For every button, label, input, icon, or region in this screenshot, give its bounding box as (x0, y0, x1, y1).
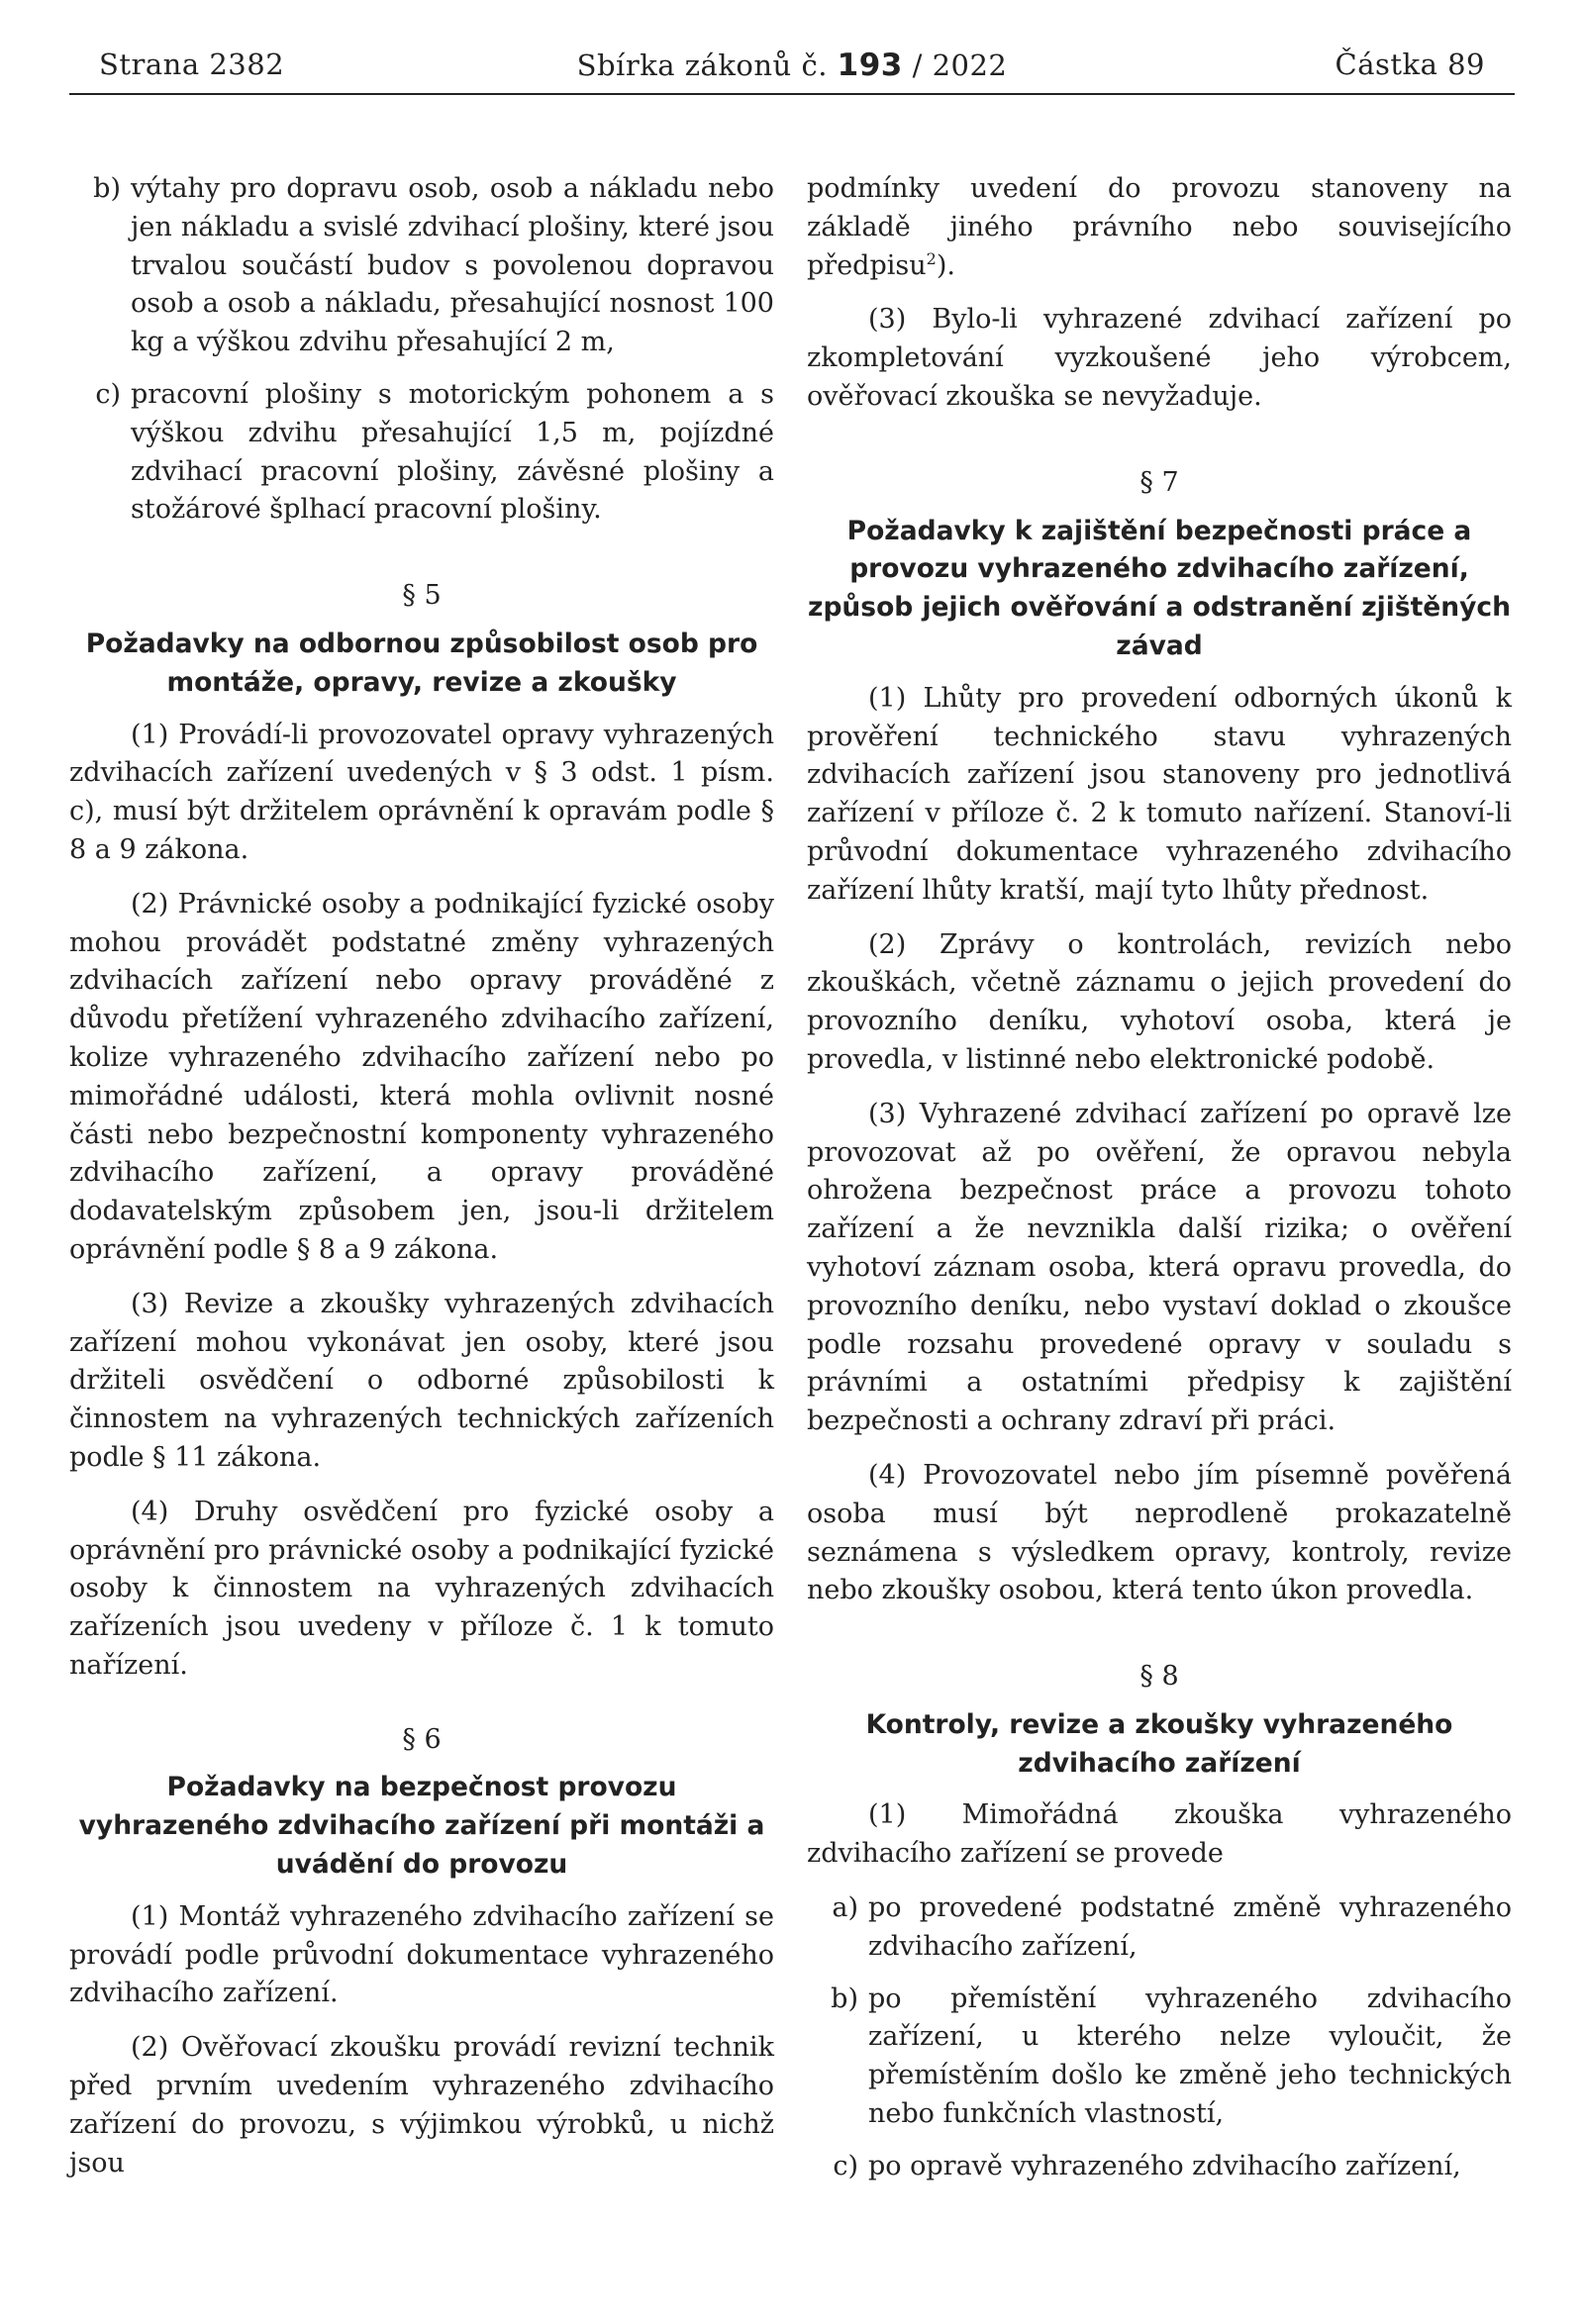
list-item (807, 1981, 1512, 2134)
paragraph: (1) Lhůty pro provedení odborných úkonů k prověření technického stavu vyhrazených zdvihacích zařízení jsou stanoveny pro jednotlivá zařízení v příloze č. 2 k tomuto nařízení. Stanoví-li průvodní dokumentace vyhrazeného zdvihacího zařízení lhůty kratší, mají tyto lhůty přednost. (807, 682, 1512, 906)
item-label: b) (831, 1983, 858, 2014)
paragraph: (1) Montáž vyhrazeného zdvihacího zařízení se provádí podle průvodní dokumentace vyhrazeného zdvihacího zařízení. (69, 1900, 774, 2009)
paragraph-text: podmínky uvedení do provozu stanoveny na základě jiného právního nebo souvisejícího předpisu (807, 173, 1512, 281)
paragraph: (3) Vyhrazené zdvihací zařízení po opravě lze provozovat až po ověření, že opravou nebyla ohrožena bezpečnost práce a provozu tohoto zařízení a že nevznikla další rizika; o ověření vyhotoví záznam osoba, která opravu provedla, do provozního deníku, nebo vystaví doklad o zkoušce podle rozsahu provedené opravy v souladu s právními a ostatními předpisy k zajištění bezpečnosti a ochrany zdraví při práci. (807, 1098, 1512, 1437)
paragraph: (4) Provozovatel nebo jím písemně pověřená osoba musí být neprodleně prokazatelně seznámena s výsledkem opravy, kontroly, revize nebo zkoušky osobou, která tento úkon provedla. (807, 1459, 1512, 1606)
section-heading: Požadavky k zajištění bezpečnosti práce a provozu vyhrazeného zdvihacího zařízení, způsob jejich ověřování a odstranění zjištěných závad (808, 515, 1511, 661)
section-heading: Kontroly, revize a zkoušky vyhrazeného zdvihacího zařízení (865, 1708, 1453, 1779)
footnote-ref: 2 (926, 248, 937, 268)
paragraph: (4) Druhy osvědčení pro fyzické osoby a oprávnění pro právnické osoby a podnikající fyzické osoby k činnostem na vyhrazených zdvihacích zařízeních jsou uvedeny v příloze č. 1 k tomuto nařízení. (69, 1496, 774, 1681)
paragraph (807, 170, 1512, 285)
list-item (69, 376, 774, 530)
list-item (69, 170, 774, 362)
paragraph-end: ). (936, 249, 955, 281)
item-label: a) (832, 1892, 858, 1924)
paragraph: (1) Provádí-li provozovatel opravy vyhrazených zdvihacích zařízení uvedených v § 3 odst. 1 písm. c), musí být držitelem oprávnění k opravám podle § 8 a 9 zákona. (69, 719, 774, 865)
item-text: po přemístění vyhrazeného zdvihacího zařízení, u kterého nelze vyloučit, že přemístěním došlo ke změně jeho technických nebo funkčních vlastností, (868, 1983, 1512, 2130)
left-column (69, 170, 774, 2198)
item-label: b) (93, 173, 121, 204)
section-heading: Požadavky na odbornou způsobilost osob pro montáže, opravy, revize a zkoušky (85, 628, 758, 698)
paragraph: (2) Právnické osoby a podnikající fyzické osoby mohou provádět podstatné změny vyhrazených zdvihacích zařízení nebo opravy prováděné z důvodu přetížení vyhrazeného zdvihacího zařízení, kolize vyhrazeného zdvihacího zařízení nebo po mimořádné události, která mohla ovlivnit nosné části nebo bezpečnostní komponenty vyhrazeného zdvihacího zařízení, a opravy prováděné dodavatelským způsobem jen, jsou-li držitelem oprávnění podle § 8 a 9 zákona. (69, 888, 774, 1265)
list-item (807, 2148, 1512, 2186)
item-text: po opravě vyhrazeného zdvihacího zařízení, (868, 2150, 1461, 2181)
paragraph: (1) Mimořádná zkouška vyhrazeného zdvihacího zařízení se provede (807, 1799, 1512, 1870)
paragraph: (3) Revize a zkoušky vyhrazených zdvihacích zařízení mohou vykonávat jen osoby, které jsou držiteli osvědčení o odborné způsobilosti k činnostem na vyhrazených technických zařízeních podle § 11 zákona. (69, 1288, 774, 1473)
section-mark: § 7 (1139, 466, 1179, 498)
section-heading: Požadavky na bezpečnost provozu vyhrazeného zdvihacího zařízení při montáži a uvádění do provozu (78, 1772, 765, 1881)
item-text: po provedené podstatné změně vyhrazeného zdvihacího zařízení, (868, 1892, 1512, 1962)
item-label: c) (833, 2150, 858, 2181)
item-text: výtahy pro dopravu osob, osob a nákladu nebo jen nákladu a svislé zdvihací plošiny, které jsou trvalou součástí budov s povolenou dopravou osob a osob a nákladu, přesahující nosnost 100 kg a výškou zdvihu přesahující 2 m, (131, 173, 774, 358)
collection-title (69, 48, 1515, 83)
item-text: pracovní plošiny s motorickým pohonem a s výškou zdvihu přesahující 1,5 m, pojízdné zdvihací pracovní plošiny, závěsné plošiny a stožárové šplhací pracovní plošiny. (131, 378, 774, 526)
law-number: 193 (837, 48, 903, 83)
part-number: Částka 89 (1335, 48, 1485, 81)
item-label: c) (95, 378, 121, 410)
page-header (69, 44, 1515, 95)
law-year: / 2022 (912, 48, 1008, 82)
right-column (807, 170, 1512, 2200)
paragraph: (2) Ověřovací zkoušku provádí revizní technik před prvním uvedením vyhrazeného zdvihacího zařízení do provozu, s výjimkou výrobků, u nichž jsou (69, 2032, 774, 2179)
paragraph: (2) Zprávy o kontrolách, revizích nebo zkouškách, včetně záznamu o jejich provedení do provozního deníku, vyhotoví osoba, která je provedla, v listinné nebo elektronické podobě. (807, 928, 1512, 1075)
collection-label: Sbírka zákonů č. (576, 48, 828, 82)
page-number: Strana 2382 (99, 48, 285, 81)
section-mark: § 5 (402, 580, 442, 612)
section-mark: § 6 (402, 1723, 442, 1755)
section-mark: § 8 (1139, 1661, 1179, 1693)
list-item (807, 1889, 1512, 1967)
paragraph: (3) Bylo-li vyhrazené zdvihací zařízení po zkompletování vyzkoušené jeho výrobcem, ověřovací zkouška se nevyžaduje. (807, 304, 1512, 412)
